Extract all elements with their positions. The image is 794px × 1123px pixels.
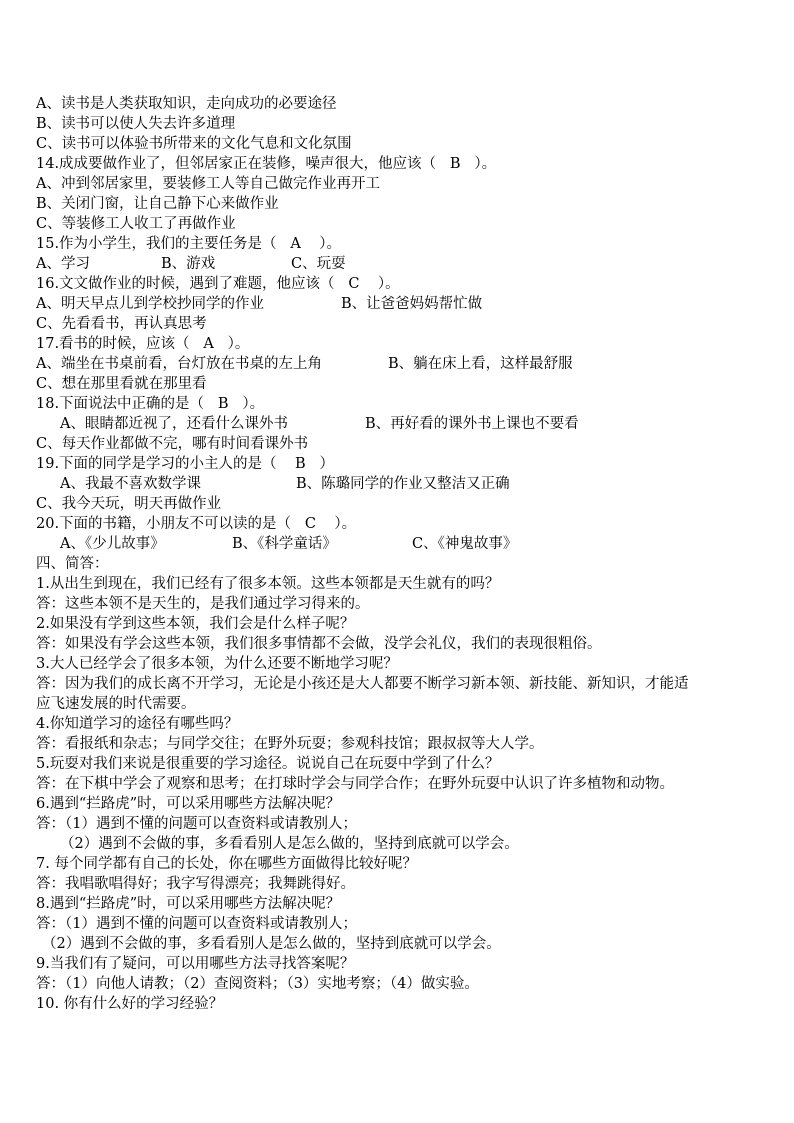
q20-question: 20.下面的书籍，小朋友不可以读的是（ C ）。 [36,516,357,532]
sa9-answer: 答：（1）向他人请教；（2）查阅资料；（3）实地考察；（4）做实验。 [36,976,479,992]
sa7-question: 7. 每个同学都有自己的长处，你在哪些方面做得比较好呢？ [36,856,417,872]
sa2-answer: 答：如果没有学会这些本领，我们很多事情都不会做，没学会礼仪，我们的表现很粗俗。 [36,636,602,652]
sa5-question: 5.玩耍对我们来说是很重要的学习途径。说说自己在玩耍中学到了什么？ [36,756,500,772]
q18-option-c: C、每天作业都做不完，哪有时间看课外书 [36,436,309,452]
q20-options [36,534,766,554]
section-heading: 四、简答： [36,556,109,572]
sa1-question: 1.从出生到现在，我们已经有了很多本领。这些本领都是天生就有的吗？ [36,576,500,592]
sa3-answer: 答：因为我们的成长离不开学习，无论是小孩还是大人都要不断学习新本领、新技能、新知识，才能适 [36,676,689,692]
sa1-answer: 答：这些本领不是天生的，是我们通过学习得来的。 [36,596,370,612]
q20-option-b: B、《科学童话》 [232,536,337,552]
sa9-question: 9.当我们有了疑问，可以用哪些方法寻找答案呢？ [36,956,355,972]
sa8-question: 8.遇到“拦路虎”时，可以采用哪些方法解决呢？ [36,896,341,912]
q15-option-a: A、学习 [36,256,90,272]
q13-option-c: C、读书可以体验书所带来的文化气息和文化氛围 [36,136,352,152]
q19-option-c: C、我今天玩，明天再做作业 [36,496,222,512]
sa6-answer-2: （2）遇到不会做的事，多看看别人是怎么做的，坚持到底就可以学会。 [60,836,519,852]
q14-option-a: A、冲到邻居家里，要装修工人等自己做完作业再开工 [36,176,380,192]
document-body [36,94,766,1014]
sa3-question: 3.大人已经学会了很多本领，为什么还要不断地学习呢？ [36,656,398,672]
sa2-question: 2.如果没有学到这些本领，我们会是什么样子呢？ [36,616,355,632]
sa3-answer-cont: 应飞速发展的时代需要。 [36,696,196,712]
q17-question: 17.看书的时候，应该（ A ）。 [36,336,250,352]
q18-option-a: A、眼睛都近视了，还看什么课外书 [60,416,288,432]
q18-question: 18.下面说法中正确的是（ B ）。 [36,396,265,412]
q14-option-c: C、等装修工人收工了再做作业 [36,216,236,232]
q20-option-c: C、《神鬼故事》 [412,536,518,552]
q14-question: 14.成成要做作业了，但邻居家正在装修，噪声很大，他应该（ B ）。 [36,156,497,172]
q20-option-a: A、《少儿故事》 [60,536,165,552]
sa4-question: 4.你知道学习的途径有哪些吗？ [36,716,239,732]
q19-option-b: B、陈璐同学的作业又整洁又正确 [296,476,510,492]
sa8-answer-2: （2）遇到不会做的事，多看看别人是怎么做的，坚持到底就可以学会。 [42,936,501,952]
q17-option-a: A、端坐在书桌前看，台灯放在书桌的左上角 [36,356,322,372]
q15-question: 15.作为小学生，我们的主要任务是（ A ）。 [36,236,342,252]
q15-options [36,254,766,274]
q17-option-c: C、想在那里看就在那里看 [36,376,207,392]
q13-option-a: A、读书是人类获取知识，走向成功的必要途径 [36,96,337,112]
sa10-question: 10. 你有什么好的学习经验？ [36,996,224,1012]
q16-question: 16.文文做作业的时候，遇到了难题，他应该（ C ）。 [36,276,400,292]
q19-options-ab [36,474,766,494]
q14-option-b: B、关闭门窗，让自己静下心来做作业 [36,196,279,212]
q19-question: 19.下面的同学是学习的小主人的是（ B ） [36,456,334,472]
q15-option-b: B、游戏 [161,256,216,272]
q19-option-a: A、我最不喜欢数学课 [60,476,201,492]
q17-options-ab [36,354,766,374]
q16-option-c: C、先看看书，再认真思考 [36,316,207,332]
q17-option-b: B、躺在床上看，这样最舒服 [388,356,573,372]
sa6-answer-1: 答：（1）遇到不懂的问题可以查资料或请教别人； [36,816,357,832]
sa4-answer: 答：看报纸和杂志；与同学交往；在野外玩耍；参观科技馆；跟叔叔等大人学。 [36,736,544,752]
q16-option-a: A、明天早点儿到学校抄同学的作业 [36,296,264,312]
q16-options-ab [36,294,766,314]
sa8-answer-1: 答：（1）遇到不懂的问题可以查资料或请教别人； [36,916,357,932]
q18-options-ab [36,414,766,434]
sa6-question: 6.遇到“拦路虎”时，可以采用哪些方法解决呢？ [36,796,341,812]
sa7-answer: 答：我唱歌唱得好；我字写得漂亮；我舞跳得好。 [36,876,355,892]
sa5-answer: 答：在下棋中学会了观察和思考；在打球时学会与同学合作；在野外玩耍中认识了许多植物和动物。 [36,776,674,792]
q16-option-b: B、让爸爸妈妈帮忙做 [341,296,483,312]
q18-option-b: B、再好看的课外书上课也不要看 [365,416,579,432]
q13-option-b: B、读书可以使人失去许多道理 [36,116,236,132]
q15-option-c: C、玩耍 [291,256,346,272]
